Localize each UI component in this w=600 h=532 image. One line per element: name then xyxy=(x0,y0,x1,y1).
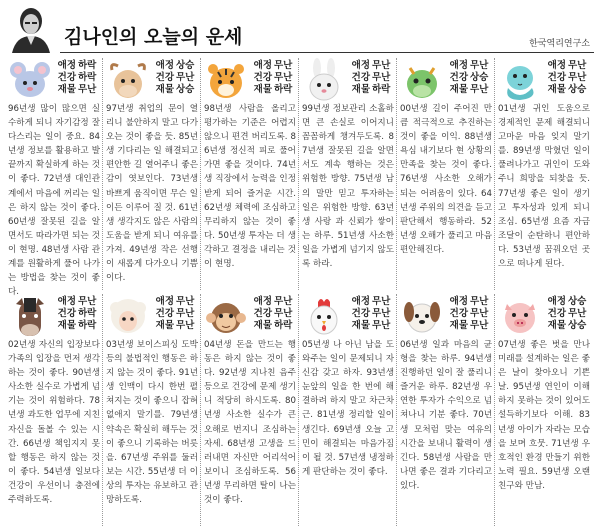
fortune-rating: 하락 xyxy=(78,72,97,83)
fortune-line xyxy=(150,308,198,320)
fortune-category: 재물 xyxy=(155,84,174,95)
fortune-summary xyxy=(248,296,296,332)
fortune-line xyxy=(444,308,492,320)
fortune-category: 건강 xyxy=(351,308,370,319)
fortune-category: 애정 xyxy=(253,60,272,71)
fortune-category: 애정 xyxy=(253,296,272,307)
fortune-rating: 무난 xyxy=(176,308,195,319)
zodiac-card xyxy=(202,58,299,290)
fortune-category: 애정 xyxy=(57,60,76,71)
fortune-line xyxy=(346,308,394,320)
fortune-line xyxy=(346,296,394,308)
fortune-rating: 하락 xyxy=(78,308,97,319)
rat-icon xyxy=(8,58,52,102)
fortune-line xyxy=(346,84,394,96)
fortune-line xyxy=(52,320,100,332)
fortune-line xyxy=(150,320,198,332)
fortune-rating: 상승 xyxy=(568,320,587,331)
fortune-rating: 하락 xyxy=(78,60,97,71)
zodiac-card xyxy=(6,58,103,298)
page-title: 김나인의 오늘의 운세 xyxy=(64,26,243,48)
fortune-rating: 상승 xyxy=(470,72,489,83)
fortune-category: 재물 xyxy=(547,84,566,95)
publisher-name: 한국역리연구소 xyxy=(529,39,590,49)
zodiac-card xyxy=(6,294,103,526)
fortune-line xyxy=(52,308,100,320)
fortune-line xyxy=(150,296,198,308)
fortune-text: 02년생 자신의 입장보다 가족의 입장을 먼저 생각하는 것이 좋다. 90년생 사소한 실수로 가볍게 넘기는 것이 위험하다. 78년생 과도한 업무에 지친 자신을 돌볼 수 있는 시간. 66년생 책임지지 못할 행동은 하지 않는 것이 좋다. 54년생 일보다 건강이 우선이니 충전에 주력하도록. xyxy=(8,340,100,506)
fortune-rating: 상승 xyxy=(176,84,195,95)
fortune-summary xyxy=(248,60,296,96)
fortune-text: 98년생 사람을 올리고 평가하는 기준은 어렵지 않으니 편견 버리도록. 86년생 정신적 피로 풀어 가면 좋을 것이다. 74년생 직장에서 능력을 인정받게 되어 즐거운 시간. 62년생 체력에 조심하고 무리하지 않는 것이 좋다. 50년생 투자는 더 생각하고 결정을 내리는 것이 현명. xyxy=(204,104,296,270)
horse-icon xyxy=(8,294,52,338)
zodiac-card xyxy=(202,294,299,526)
fortune-line xyxy=(150,84,198,96)
ox-icon xyxy=(106,58,150,102)
fortune-line xyxy=(150,72,198,84)
fortune-line xyxy=(542,308,590,320)
fortune-text: 97년생 취업의 문이 열리니 불안하지 말고 다가오는 것이 좋을 듯. 85년생 기다리는 일 해결되고 편안한 길 열어주니 좋은 감이 엿보인다. 73년생 바쁘게 움직이면 무슨 일이든 이루어 질 것. 61년생 생각지도 않은 사람의 도움을 받게 되니 여유를 가져. 49년생 작은 선행이 새롭게 다가오니 기쁨이다. xyxy=(106,104,198,284)
columnist-avatar xyxy=(8,3,54,53)
fortune-category: 재물 xyxy=(57,84,76,95)
fortune-line xyxy=(542,296,590,308)
fortune-summary xyxy=(150,60,198,96)
fortune-text: 00년생 길이 주어진 만큼 적극적으로 추진하는 것이 좋을 이익. 88년생 욕심 내기보다 현 상황의 만족을 찾는 것이 좋다. 76년생 사소한 오해가 되는 어려움이 있다. 64년생 주위의 의견을 듣고 판단해서 행동하라. 52년생 오해가 풀리고 마음 편안해진다. xyxy=(400,104,492,255)
fortune-category: 재물 xyxy=(57,320,76,331)
fortune-category: 건강 xyxy=(449,308,468,319)
fortune-rating: 하락 xyxy=(78,320,97,331)
header-divider xyxy=(60,52,594,53)
fortune-rating: 무난 xyxy=(372,308,391,319)
snake-icon xyxy=(498,58,542,102)
fortune-rating: 무난 xyxy=(274,308,293,319)
fortune-category: 건강 xyxy=(547,72,566,83)
fortune-line xyxy=(248,320,296,332)
fortune-rating: 무난 xyxy=(568,72,587,83)
fortune-category: 재물 xyxy=(449,84,468,95)
fortune-line xyxy=(346,72,394,84)
fortune-category: 건강 xyxy=(155,308,174,319)
fortune-rating: 무난 xyxy=(176,72,195,83)
fortune-line xyxy=(346,320,394,332)
fortune-rating: 하락 xyxy=(274,320,293,331)
fortune-line xyxy=(150,60,198,72)
fortune-category: 애정 xyxy=(57,296,76,307)
fortune-line xyxy=(52,72,100,84)
fortune-category: 애정 xyxy=(351,60,370,71)
fortune-category: 재물 xyxy=(253,84,272,95)
fortune-rating: 무난 xyxy=(470,320,489,331)
fortune-rating: 무난 xyxy=(470,308,489,319)
zodiac-card xyxy=(398,294,495,526)
fortune-category: 건강 xyxy=(449,72,468,83)
fortune-rating: 무난 xyxy=(78,84,97,95)
fortune-line xyxy=(248,84,296,96)
fortune-rating: 상승 xyxy=(176,60,195,71)
fortune-line xyxy=(444,320,492,332)
fortune-rating: 무난 xyxy=(470,296,489,307)
fortune-line xyxy=(444,296,492,308)
fortune-category: 재물 xyxy=(449,320,468,331)
fortune-text: 06년생 일과 마음의 균형을 찾는 하루. 94년생 진행하던 일이 잘 풀리니 즐거운 하루. 82년생 우연한 투자가 수익으로 넘쳐나니 기분 좋다. 70년생 모처럼 맞는 여유의 시간을 보내니 활력이 생긴다. 58년생 사람을 만나면 좋은 결과 기다리고 있다. xyxy=(400,340,492,491)
fortune-summary xyxy=(542,296,590,332)
monkey-icon xyxy=(204,294,248,338)
fortune-rating: 상승 xyxy=(568,296,587,307)
fortune-line xyxy=(248,60,296,72)
zodiac-grid xyxy=(6,58,594,526)
zodiac-card xyxy=(104,58,201,290)
zodiac-card xyxy=(104,294,201,526)
fortune-rating: 무난 xyxy=(274,60,293,71)
fortune-category: 건강 xyxy=(547,308,566,319)
fortune-summary xyxy=(444,60,492,96)
fortune-rating: 하락 xyxy=(274,84,293,95)
fortune-text: 96년생 많이 많으면 실수하게 되니 자기감정 잘 다스리는 일이 중요. 84년생 정보를 활용하고 발끝까지 확실하게 하는 것이 좋다. 72년생 대인관계에서 마음에 꺼리는 일은 하지 않는 것이 좋다. 60년생 잘못된 길을 알면서도 따라가면 되는 것이 현명. 48년생 사람 관계를 원활하게 풀어 나가는 방법을 찾는 것이 좋다. xyxy=(8,104,100,298)
fortune-rating: 무난 xyxy=(274,72,293,83)
fortune-category: 재물 xyxy=(253,320,272,331)
zodiac-card xyxy=(496,58,592,290)
fortune-category: 재물 xyxy=(155,320,174,331)
fortune-category: 애정 xyxy=(547,296,566,307)
fortune-text: 03년생 보이스피싱 도박 등의 불법적인 행동은 하지 않는 것이 좋다. 91년생 인맥이 다시 한번 펼쳐지는 것이 좋으니 잡혀 없애지 말기를. 79년생 약속은 확실히 해두는 것이 좋으니 기록하는 버릇을. 67년생 주위를 둘러보는 시간. 55년생 더 이상의 투자는 유보하고 관망하도록. xyxy=(106,340,198,506)
fortune-text: 04년생 돈을 만드는 행동은 하지 않는 것이 좋다. 92년생 지나친 음주 등으로 건강에 문제 생기니 적당히 하시도록. 80년생 사소한 실수가 큰 오해로 번지니 조심하는 자세. 68년생 고생을 드러내면 자신만 어리석어 보이니 조심하도록. 56년생 무리하면 탈이 나는 것이 좋다. xyxy=(204,340,296,506)
fortune-category: 애정 xyxy=(449,296,468,307)
fortune-summary xyxy=(52,60,100,96)
page-header xyxy=(0,0,600,56)
fortune-rating: 무난 xyxy=(372,72,391,83)
zodiac-card xyxy=(300,58,397,290)
fortune-category: 건강 xyxy=(57,308,76,319)
fortune-rating: 무난 xyxy=(470,84,489,95)
fortune-rating: 무난 xyxy=(568,60,587,71)
zodiac-card xyxy=(398,58,495,290)
fortune-line xyxy=(248,296,296,308)
fortune-category: 재물 xyxy=(351,320,370,331)
fortune-line xyxy=(542,84,590,96)
fortune-summary xyxy=(542,60,590,96)
fortune-summary xyxy=(444,296,492,332)
fortune-category: 애정 xyxy=(449,60,468,71)
fortune-category: 건강 xyxy=(155,72,174,83)
fortune-line xyxy=(444,72,492,84)
fortune-summary xyxy=(150,296,198,332)
fortune-line xyxy=(542,60,590,72)
fortune-rating: 무난 xyxy=(274,296,293,307)
fortune-rating: 무난 xyxy=(78,296,97,307)
rooster-icon xyxy=(302,294,346,338)
fortune-summary xyxy=(346,296,394,332)
fortune-category: 재물 xyxy=(547,320,566,331)
fortune-category: 애정 xyxy=(155,296,174,307)
zodiac-card xyxy=(300,294,397,526)
fortune-rating: 무난 xyxy=(470,60,489,71)
dog-icon xyxy=(400,294,444,338)
fortune-text: 05년생 나 아닌 남을 도와주는 일이 문제되니 자신감 갖고 하자. 93년생 눈앞의 일을 한 번에 해결하려 하지 말고 차근차근. 81년생 정리할 일이 생긴다. 69년생 오늘 고민이 해결되는 마음가짐이 될 것. 57년생 냉정하게 판단하는 것이 좋다. xyxy=(302,340,394,477)
fortune-line xyxy=(248,308,296,320)
fortune-summary xyxy=(346,60,394,96)
fortune-text: 99년생 정보관리 소홀하면 큰 손실로 이어지니 꼼꼼하게 챙겨두도록. 87년생 잘못된 길을 알면서도 계속 행하는 것은 위험한 방향. 75년생 남의 말만 믿고 투자하는 일은 위험한 방향. 63년생 사랑 과 신뢰가 쌓이는 하루. 51년생 사소한 일을 가볍게 넘기지 않도록 하라. xyxy=(302,104,394,270)
dragon-icon xyxy=(400,58,444,102)
fortune-rating: 무난 xyxy=(176,296,195,307)
fortune-line xyxy=(52,84,100,96)
fortune-category: 건강 xyxy=(253,72,272,83)
tiger-icon xyxy=(204,58,248,102)
fortune-category: 건강 xyxy=(253,308,272,319)
fortune-line xyxy=(52,60,100,72)
fortune-line xyxy=(542,320,590,332)
fortune-rating: 무난 xyxy=(372,60,391,71)
fortune-summary xyxy=(52,296,100,332)
fortune-rating: 무난 xyxy=(372,320,391,331)
fortune-category: 건강 xyxy=(57,72,76,83)
fortune-line xyxy=(346,60,394,72)
fortune-category: 애정 xyxy=(547,60,566,71)
fortune-line xyxy=(542,72,590,84)
fortune-rating: 무난 xyxy=(568,308,587,319)
pig-icon xyxy=(498,294,542,338)
zodiac-card xyxy=(496,294,592,526)
fortune-line xyxy=(52,296,100,308)
fortune-rating: 상승 xyxy=(568,84,587,95)
fortune-category: 건강 xyxy=(351,72,370,83)
fortune-text: 07년생 좋은 벗을 만나 미래를 설계하는 일은 좋은 날이 찾아오니 기쁜 날. 95년생 연인이 이해하지 못하는 것이 있어도 설득하기보다 이해. 83년생 아이가 자라는 모습을 보며 흐뭇. 71년생 우호적인 환경 만들기 위한 노력 필요. 59년생 오랜 친구와 만남. xyxy=(498,340,590,491)
fortune-rating: 무난 xyxy=(372,296,391,307)
fortune-category: 재물 xyxy=(351,84,370,95)
fortune-line xyxy=(444,60,492,72)
fortune-category: 애정 xyxy=(351,296,370,307)
fortune-category: 애정 xyxy=(155,60,174,71)
rabbit-icon xyxy=(302,58,346,102)
fortune-line xyxy=(248,72,296,84)
fortune-rating: 무난 xyxy=(176,320,195,331)
fortune-text: 01년생 귀인 도움으로 경제적인 문제 해결되니 고마운 마음 잊지 말기를. 89년생 막혔던 일이 풀려나가고 귀인이 도와주니 희망을 되찾을 듯. 77년생 좋은 일이 생기고 투자성과 있게 되니 조심. 65년생 요즘 자금 조달이 순탄하니 편안하다. 53년생 꿈꿔오던 곳으로 떠나게 된다. xyxy=(498,104,590,270)
fortune-line xyxy=(444,84,492,96)
fortune-rating: 하락 xyxy=(372,84,391,95)
sheep-icon xyxy=(106,294,150,338)
